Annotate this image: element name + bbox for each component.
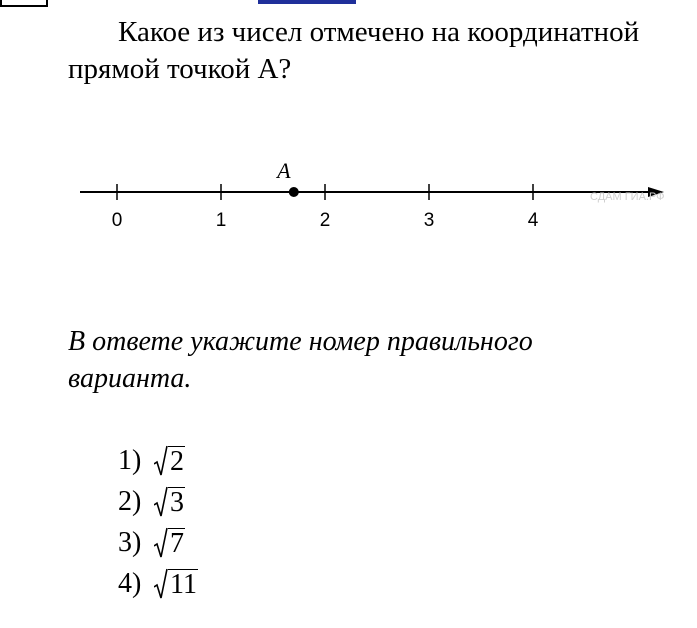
option-number: 3)	[118, 526, 142, 558]
option-number: 2)	[118, 485, 142, 517]
answer-option-4	[118, 563, 198, 604]
number-line	[70, 150, 680, 240]
tick-label: 2	[319, 210, 331, 231]
sqrt-expression	[154, 566, 198, 602]
radicand: 7	[170, 528, 184, 559]
radicand: 11	[170, 569, 197, 600]
top-crop-box	[0, 0, 48, 7]
option-number: 1)	[118, 444, 142, 476]
sqrt-expression	[154, 525, 185, 561]
answer-option-3	[118, 522, 198, 563]
tick-label: 3	[423, 210, 435, 231]
radicand: 2	[170, 446, 184, 477]
tick-label: 0	[111, 210, 123, 231]
answer-option-2	[118, 481, 198, 522]
point-a-marker	[289, 187, 299, 197]
watermark-text: СДАМ ГИА.РФ	[590, 191, 665, 203]
point-a-label: A	[277, 158, 291, 183]
sqrt-sign-icon	[154, 526, 168, 560]
instruction-text: В ответе укажите номер правильного варианта.	[68, 326, 533, 394]
question-text: Какое из чисел отмечено на координатной прямой точкой A?	[68, 16, 640, 85]
answer-option-1	[118, 440, 198, 481]
sqrt-sign-icon	[154, 567, 168, 601]
sqrt-expression	[154, 443, 185, 479]
tick-label: 1	[215, 210, 227, 231]
tick-label: 4	[527, 210, 539, 231]
radicand: 3	[170, 487, 184, 518]
sqrt-sign-icon	[154, 444, 168, 478]
sqrt-expression	[154, 484, 185, 520]
answer-options	[118, 440, 198, 604]
top-crop-link-underline	[258, 0, 356, 4]
option-number: 4)	[118, 567, 142, 599]
sqrt-sign-icon	[154, 485, 168, 519]
